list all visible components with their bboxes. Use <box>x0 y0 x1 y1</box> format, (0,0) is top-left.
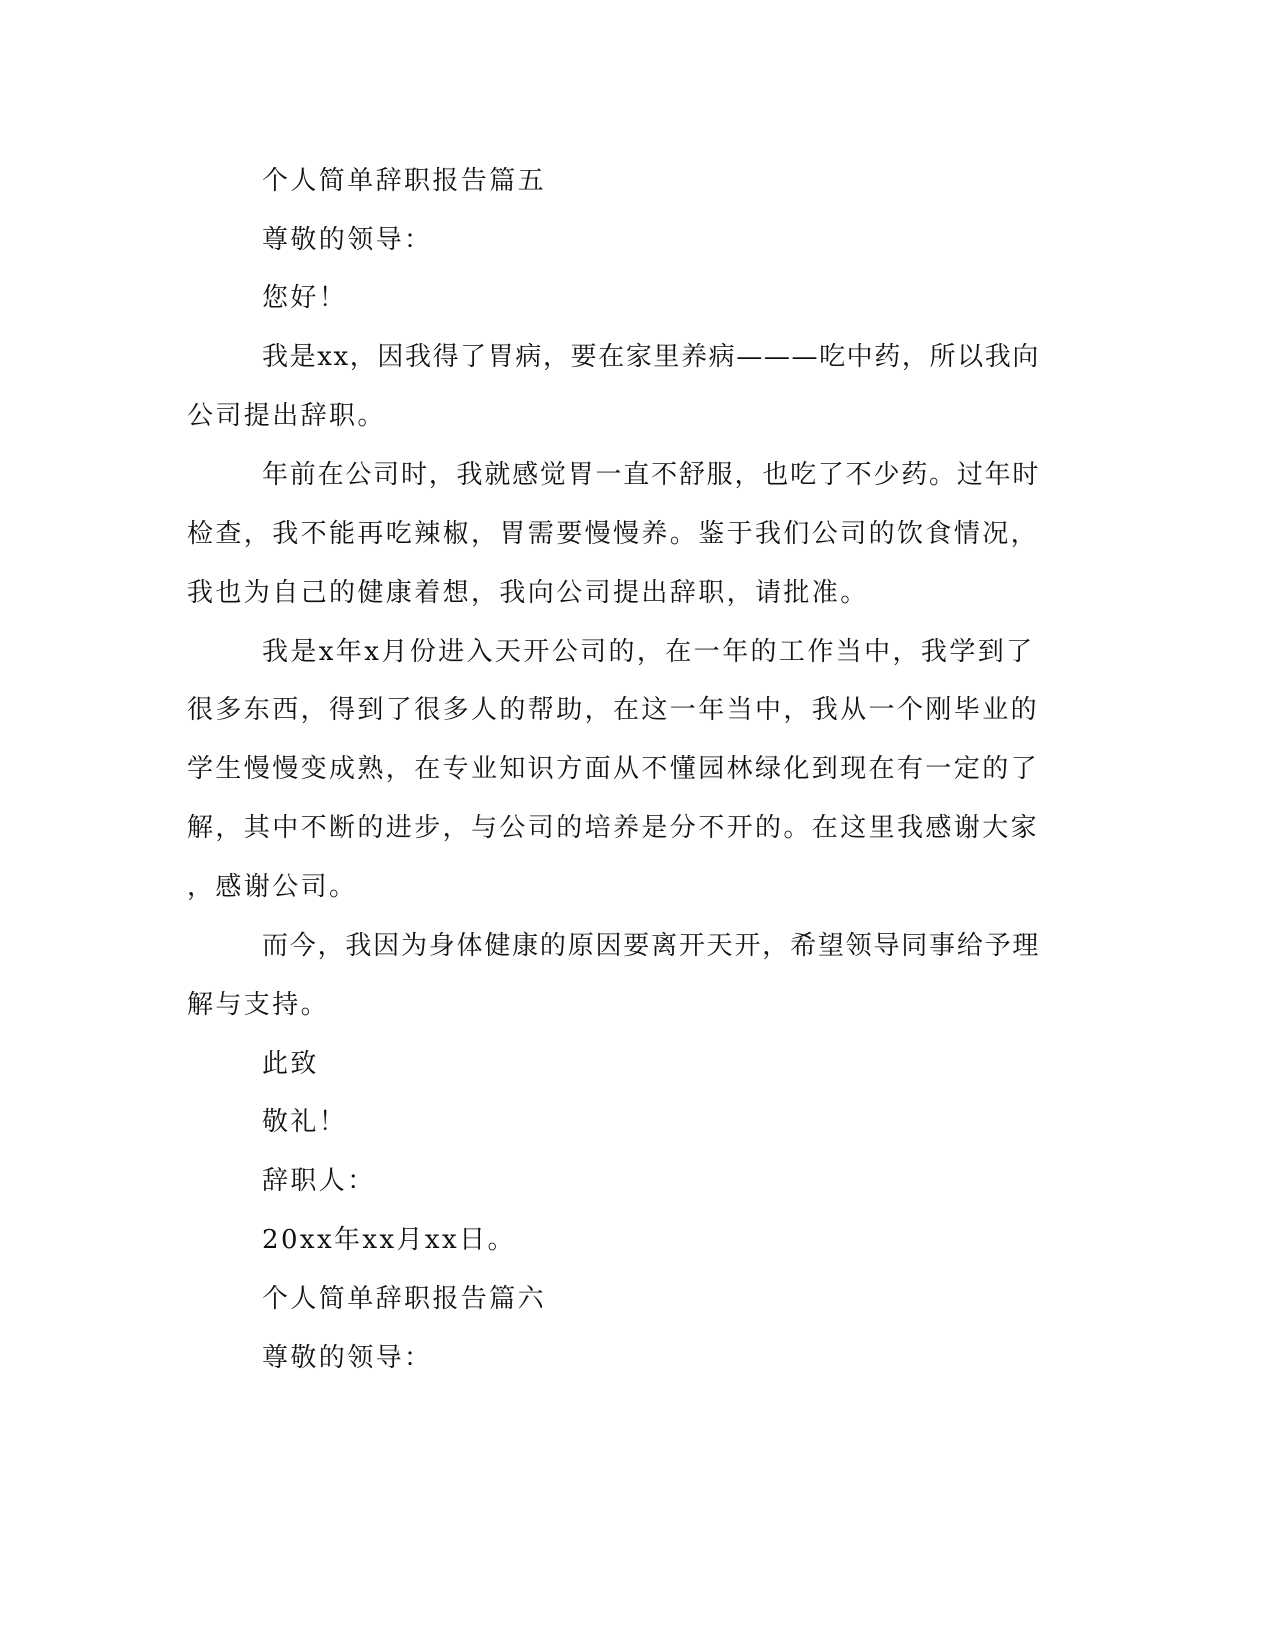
paragraph-line: 我是x年x月份进入天开公司的，在一年的工作当中，我学到了 <box>262 637 1035 667</box>
paragraph-line: ，感谢公司。 <box>187 872 358 902</box>
paragraph-line: 解与支持。 <box>187 990 330 1020</box>
paragraph-line: 我是xx，因我得了胃病，要在家里养病———吃中药，所以我向 <box>262 342 1040 372</box>
salutation: 尊敬的领导： <box>262 225 433 255</box>
section-heading: 个人简单辞职报告篇五 <box>262 166 547 196</box>
paragraph-line: 公司提出辞职。 <box>187 401 386 431</box>
closing-line: 敬礼！ <box>262 1107 348 1137</box>
greeting: 您好！ <box>262 283 348 313</box>
closing-line: 此致 <box>262 1049 319 1079</box>
paragraph-line: 我也为自己的健康着想，我向公司提出辞职，请批准。 <box>187 578 869 608</box>
paragraph-line: 检查，我不能再吃辣椒，胃需要慢慢养。鉴于我们公司的饮食情况， <box>187 519 1040 549</box>
salutation: 尊敬的领导： <box>262 1343 433 1373</box>
paragraph-line: 而今，我因为身体健康的原因要离开天开，希望领导同事给予理 <box>262 931 1041 961</box>
paragraph-line: 解，其中不断的进步，与公司的培养是分不开的。在这里我感谢大家 <box>187 813 1040 843</box>
paragraph-line: 年前在公司时，我就感觉胃一直不舒服，也吃了不少药。过年时 <box>262 460 1041 490</box>
paragraph-line: 学生慢慢变成熟，在专业知识方面从不懂园林绿化到现在有一定的了 <box>187 754 1040 784</box>
signer-label: 辞职人： <box>262 1166 376 1196</box>
date-line: 20xx年xx月xx日。 <box>262 1225 516 1255</box>
section-heading: 个人简单辞职报告篇六 <box>262 1284 547 1314</box>
paragraph-line: 很多东西，得到了很多人的帮助，在这一年当中，我从一个刚毕业的 <box>187 695 1040 725</box>
